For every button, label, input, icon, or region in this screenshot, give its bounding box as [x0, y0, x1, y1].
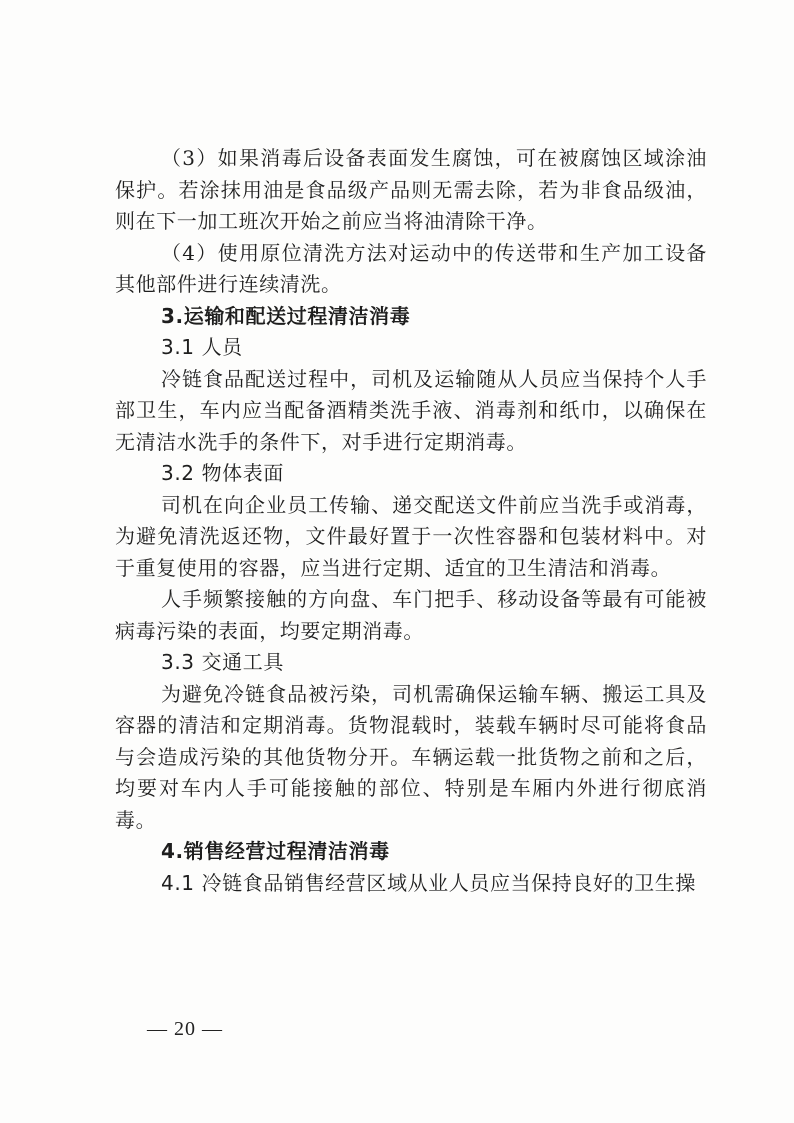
section-heading-3: 3.运输和配送过程清洁消毒: [161, 303, 411, 328]
document-body: [115, 143, 707, 899]
subsection-heading-4-1: [115, 868, 707, 900]
subsection-title: 物体表面: [201, 461, 284, 485]
paragraph-item-3: （3）如果消毒后设备表面发生腐蚀，可在被腐蚀区域涂油保护。若涂抹用油是食品级产品则无需去除，若为非食品级油，则在下一加工班次开始之前应当将油清除干净。: [115, 146, 707, 233]
subsection-text: 冷链食品销售经营区域从业人员应当保持良好的卫生操: [201, 870, 696, 895]
subsection-heading-3-2: [115, 458, 707, 490]
page-number: — 20 —: [147, 1018, 223, 1040]
paragraph-item-4: （4）使用原位清洗方法对运动中的传送带和生产加工设备其他部件进行连续清洗。: [115, 240, 707, 296]
paragraph-surfaces-1: 司机在向企业员工传输、递交配送文件前应当洗手或消毒，为避免清洗返还物，文件最好置于一次性容器和包装材料中。对于重复使用的容器，应当进行定期、适宜的卫生清洁和消毒。: [115, 492, 707, 580]
section-heading-4: 4.销售经营过程清洁消毒: [161, 839, 390, 863]
subsection-number: 3.3: [161, 650, 195, 674]
subsection-title: 人员: [201, 335, 243, 359]
subsection-number: 3.2: [161, 461, 195, 485]
subsection-number: 4.1: [161, 870, 195, 895]
paragraph-vehicles: 为避免冷链食品被污染，司机需确保运输车辆、搬运工具及容器的清洁和定期消毒。货物混载时，装载车辆时尽可能将食品与会造成污染的其他货物分开。车辆运载一批货物之前和之后，均要对车内人手可能接触的部位、特别是车厢内外进行彻底消毒。: [115, 681, 707, 832]
paragraph-surfaces-2: 人手频繁接触的方向盘、车门把手、移动设备等最有可能被病毒污染的表面，均要定期消毒。: [115, 587, 707, 643]
subsection-heading-3-3: [115, 647, 707, 679]
paragraph-personnel: 冷链食品配送过程中，司机及运输随从人员应当保持个人手部卫生，车内应当配备酒精类洗手液、消毒剂和纸巾，以确保在无清洁水洗手的条件下，对手进行定期消毒。: [115, 366, 707, 454]
subsection-number: 3.1: [161, 335, 195, 359]
subsection-heading-3-1: [115, 332, 707, 364]
subsection-title: 交通工具: [201, 650, 284, 674]
